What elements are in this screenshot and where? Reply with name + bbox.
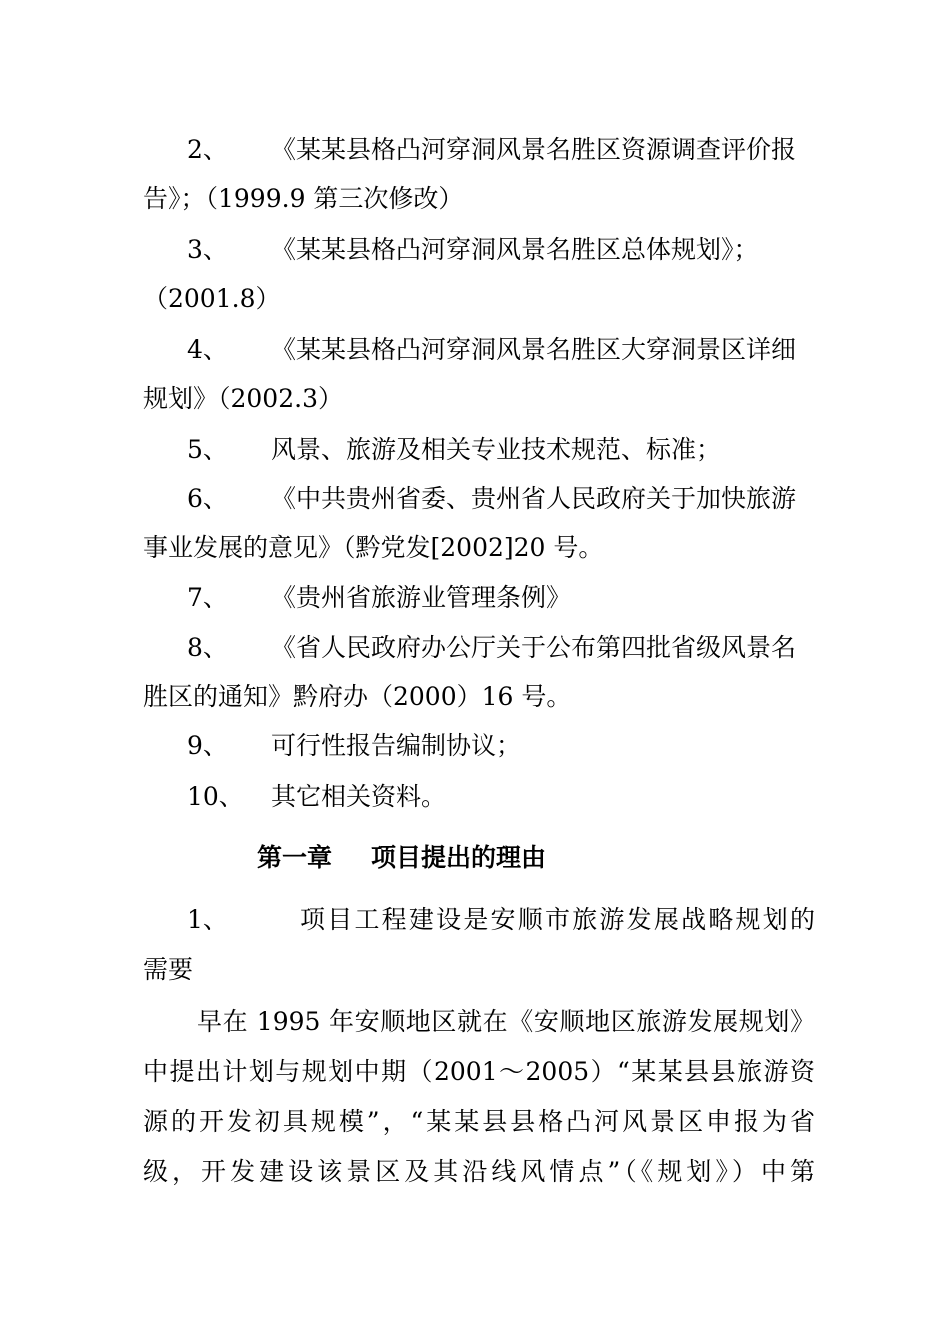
list-item-number: 6、 (187, 484, 228, 513)
body-paragraph-line: 级，开发建设该景区及其沿线风情点”（《规划》）中第 (143, 1157, 815, 1186)
section-heading (143, 905, 815, 935)
list-item (143, 782, 815, 812)
list-item (143, 731, 815, 761)
list-item-number: 5、 (187, 435, 228, 464)
section-text: 项目工程建设是安顺市旅游发展战略规划的 (300, 905, 815, 934)
list-item-text: 《某某县格凸河穿洞风景名胜区资源调查评价报 (271, 135, 797, 164)
body-paragraph-line: 中提出计划与规划中期（2001～2005）“某某县县旅游资 (143, 1057, 815, 1086)
list-item-number: 4、 (187, 335, 228, 364)
list-item (143, 633, 815, 663)
list-item (143, 335, 815, 365)
section-number: 1、 (187, 905, 228, 934)
list-item-number: 9、 (187, 731, 228, 760)
list-item (143, 484, 815, 514)
list-item-number: 8、 (187, 633, 228, 662)
list-item-continuation: 规划》（2002.3） (143, 384, 343, 413)
list-item (143, 435, 815, 465)
list-item-continuation: 胜区的通知》黔府办（2000）16 号。 (143, 682, 572, 711)
list-item-text: 《某某县格凸河穿洞风景名胜区大穿洞景区详细 (271, 335, 797, 364)
list-item-continuation: 事业发展的意见》（黔党发[2002]20 号。 (143, 533, 604, 562)
list-item-text: 《中共贵州省委、贵州省人民政府关于加快旅游 (271, 484, 797, 513)
list-item-number: 10、 (187, 782, 244, 811)
chapter-title: 项目提出的理由 (371, 843, 547, 872)
list-item-text: 《某某县格凸河穿洞风景名胜区总体规划》； (271, 235, 759, 264)
list-item-continuation: 告》；（1999.9 第三次修改） (143, 184, 464, 213)
list-item (143, 235, 815, 265)
list-item-text: 可行性报告编制协议； (271, 731, 522, 760)
list-item-text: 《省人民政府办公厅关于公布第四批省级风景名 (271, 633, 797, 662)
list-item (143, 583, 815, 613)
chapter-label: 第一章 (257, 843, 333, 872)
body-paragraph-line: 源的开发初具规模”，“某某县县格凸河风景区申报为省 (143, 1107, 815, 1136)
body-paragraph-line: 早在 1995 年安顺地区就在《安顺地区旅游发展规划》 (197, 1007, 815, 1036)
list-item-number: 3、 (187, 235, 228, 264)
list-item-number: 2、 (187, 135, 228, 164)
list-item-continuation: （2001.8） (143, 284, 281, 313)
list-item-text: 风景、旅游及相关专业技术规范、标准； (271, 435, 722, 464)
section-continuation: 需要 (143, 955, 194, 984)
list-item-number: 7、 (187, 583, 228, 612)
list-item-text: 其它相关资料。 (271, 782, 447, 811)
list-item-text: 《贵州省旅游业管理条例》 (271, 583, 572, 612)
list-item (143, 135, 815, 165)
